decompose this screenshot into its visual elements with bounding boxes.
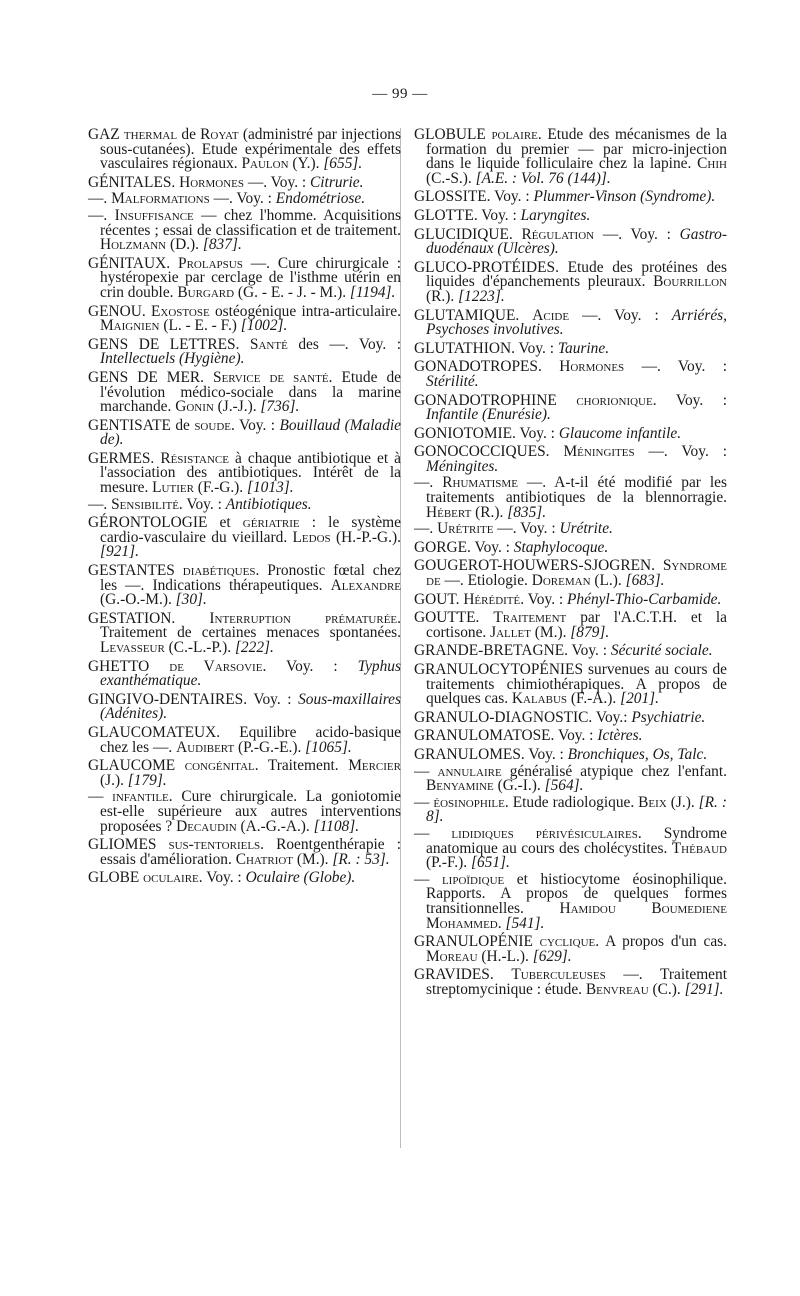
entry-reference: Staphylocoque. [513,538,609,556]
index-entry [414,590,727,608]
entry-reference: [879]. [570,623,610,641]
entry-heading: GLOTTE. [414,206,478,224]
index-entry [414,190,727,205]
entry-text: (A.-G.-A.). [236,817,314,835]
entry-text: —. Traitement streptomycinique : étude. [426,966,727,998]
entry-text: —. Voy. : [634,443,727,461]
entry-author: Hamidou Boumediene Mohammed. [426,899,727,932]
entry-heading: GONIOTOMIE. [414,424,516,442]
entry-text: et histiocytome éosinophilique. Rapports. A propos de quelques formes transitionnelles. [426,870,727,917]
entry-text: de [177,126,201,143]
entry-heading: GLOSSITE. [414,188,491,206]
index-entry [414,644,727,659]
entry-heading: GRANULOCYTOPÉNIES [414,661,584,678]
entry-reference: [30]. [175,591,207,609]
entry-heading: — [414,824,430,842]
entry-subject: Urétrite [437,520,494,538]
entry-subject: Tuberculeuses [511,966,606,984]
entry-reference: [R. : 8]. [426,793,727,826]
entry-reference: Taurine. [557,339,610,357]
entry-heading: —. [88,495,108,513]
index-entry [88,254,401,301]
entry-text: —. Cure chirurgicale : hystéropexie par cerclage de l'isthme utérin en crin double. [100,254,401,301]
entry-reference: Laryngites. [520,206,591,224]
page-number: — 99 — [372,86,428,102]
entry-text: de [175,416,195,434]
entry-heading: GESTATION. [88,609,176,627]
entry-text: (F.-A.). [567,690,621,708]
index-entry [414,745,727,763]
entry-text: Voy. : [494,188,534,206]
entry-text: généralisé atypique chez l'enfant. [501,762,727,780]
entry-reference: [564]. [544,777,584,795]
entry-text: (R.). [471,503,508,521]
entry-subject: Royat [200,126,239,143]
entry-reference: Sécurité sociale. [610,642,713,660]
entry-author: Beix [638,793,667,811]
entry-text: (M.). [530,623,571,641]
entry-subject: oculaire. [143,869,203,887]
entry-heading: —. [414,520,434,538]
entry-author: Chih [697,155,727,173]
index-entry [88,173,401,191]
index-entry [88,838,401,867]
entry-heading: GOUTTE. [414,609,480,627]
entry-subject: thermal [123,126,178,143]
index-entry [414,762,727,795]
entry-text: —. Voy. : [569,306,672,324]
entry-text: (G.-O.-M.). [100,591,176,609]
entry-author: Kalabus [511,690,568,708]
entry-subject: Prolapsus [178,254,243,272]
entry-reference: Arriérés, Psychoses involutives. [426,306,727,339]
entry-reference: Stérilité. [426,372,479,390]
entry-text: Etude des mécanismes de la formation du premier — par micro-injection dans le liquide folliculaire chez la lapine. [426,126,727,173]
index-entry [88,128,401,172]
entry-heading: GERMES. [88,449,155,467]
entry-heading: GONADOTROPHINE [414,391,557,409]
entry-text: Voy. : [656,391,727,409]
entry-text: Pronostic fœtal chez les —. Indications thérapeutiques. [100,562,401,594]
index-entry [88,495,401,513]
entry-reference: [1194]. [349,283,396,301]
entry-heading: GRANULOMES. [414,745,525,763]
entry-reference: Plummer-Vinson (Syndrome). [533,188,716,206]
entry-text: Equilibre acido-basique chez les —. [100,723,401,756]
entry-text: (C.-S.). [426,169,476,187]
entry-reference: Glaucome infantile. [558,424,682,442]
entry-text: à chaque antibiotique et à l'association des antibiotiques. Intérêt de la mesure. [100,449,401,497]
entry-text: (F.-G.). [193,479,247,497]
entry-subject: Santé [249,335,288,353]
entry-heading: GLOBULE [414,126,486,143]
entry-text: (D.). [166,236,203,254]
entry-text: Cure chirurgicale. La goniotomie est-elle supérieure aux autres interventions proposées ? [100,788,401,835]
entry-author: Thébaud [671,839,727,857]
entry-author: Maignien [100,317,160,335]
entry-heading: GONOCOCCIQUES. [414,443,550,461]
entry-heading: GAZ [88,126,120,143]
entry-text: (J.-J.). [213,398,261,416]
index-entry [414,663,727,707]
entry-heading: GORGE. [414,538,471,556]
entry-text: (L. - E. - F.) [159,317,241,335]
entry-text: Voy. : [528,745,568,763]
entry-text: — chez l'homme. Acquisitions récentes ; essai de classification et de traitement. [100,206,401,239]
entry-subject: gériatrie [242,514,300,532]
entry-subject: soude. [194,416,235,434]
entry-reference: [683]. [625,572,665,590]
index-entry [88,302,401,335]
index-entry [88,657,401,690]
index-entry [414,708,727,726]
entry-text: Traitement de certaines menaces spontanées. [100,624,401,642]
index-entry [88,871,401,886]
index-entry [414,424,727,442]
entry-subject: diabétiques. [182,562,260,580]
entry-text: Voy. : [182,495,226,513]
entry-reference: Gastro-duodénaux (Ulcères). [426,225,727,258]
entry-reference: Endométriose. [275,190,366,208]
entry-text: Voy. : [202,869,246,887]
entry-heading: GLUCIDIQUE. [414,225,513,243]
entry-text: Voy. : [253,690,299,708]
entry-author: Benyamine [426,777,494,795]
entry-subject: Exostose [150,302,210,320]
index-entry [88,192,401,207]
entry-subject: Malformations [111,190,210,208]
index-entry [414,306,727,339]
entry-reference: Méningites. [426,457,499,475]
entry-text: (G. - E. - J. - M.). [234,283,350,301]
entry-text: Syndrome anatomique au cours des cholécystites. [426,824,727,857]
entry-heading: GRANULO-DIAGNOSTIC. [414,708,593,726]
entry-text: —. Voy. : [209,190,276,208]
entry-text: et [219,514,243,532]
entry-reference: [201]. [620,690,660,708]
entry-author: Jallet [490,623,531,641]
entry-text: Voy.: [595,708,632,726]
entry-text: (C.). [648,980,685,998]
entry-text: Voy. : [234,416,280,434]
index-entry [414,611,727,640]
entry-reference: Infantile (Enurésie). [426,406,551,424]
entry-subject: Insuffisance [114,206,194,224]
index-entry [414,360,727,389]
entry-text: par l'A.C.T.H. et la cortisone. [426,609,727,641]
entry-reference: [736]. [260,398,300,416]
index-entry [88,690,401,723]
entry-heading: GÉNITALES. [88,173,176,191]
index-entry [88,516,401,560]
entry-heading: GENS DE LETTRES. [88,335,240,353]
entry-reference: [837]. [202,236,242,254]
entry-heading: GLAUCOMATEUX. [88,723,221,741]
entry-reference: [1002]. [240,317,288,335]
entry-subject: Hérédité. [463,590,525,608]
index-entry [414,968,727,997]
entry-text: Voy. : [524,590,568,608]
entry-subject: Hormones [179,173,245,191]
entry-reference: [1013]. [247,479,294,497]
entry-subject: Acide [532,306,570,324]
entry-subject: de Varsovie. [169,657,267,675]
index-entry [414,935,727,964]
index-entry [414,870,727,932]
entry-heading: GLUCO-PROTÉIDES. [414,258,559,276]
entry-text: (H.-P.-G.). [330,528,401,546]
entry-author: Levasseur [100,639,165,656]
entry-subject: Interruption prématurée. [209,609,401,627]
entry-text: —. A-t-il été modifié par les traitements antibiotiques de la blennorragie. [426,474,727,507]
entry-heading: —. [414,474,434,492]
entry-heading: GRANULOPÉNIE [414,933,533,951]
entry-heading: GRAVIDES. [414,966,494,984]
index-column-right [414,128,727,999]
entry-text: ostéogénique intra-articulaire. [209,302,401,320]
entry-heading: GOUT. [414,590,460,608]
entry-author: Mercier [348,757,401,775]
entry-reference: [291]. [684,980,724,998]
entry-subject: Hormones [559,358,625,376]
entry-heading: GLUTATHION. [414,339,515,357]
index-entry [414,538,727,556]
index-column-left [88,128,401,888]
entry-reference: [222]. [234,639,274,656]
entry-heading: — [414,870,430,888]
entry-author: Holzmann [100,236,167,254]
entry-text: (P.-G.-E.). [234,738,306,756]
entry-reference: Intellectuels (Hygiène). [100,350,245,368]
entry-subject: Résistance [160,449,229,467]
entry-text: (R.). [426,287,459,305]
entry-text: Etude de l'évolution médico-sociale dans la marine marchande. [100,368,401,416]
entry-text: Etude des protéines des liquides d'épanchements pleuraux. [426,258,727,291]
entry-text: (administré par injections sous-cutanées). Etude expérimentale des effets vasculaires régionaux. [100,126,401,173]
index-entry [88,609,401,656]
index-entry [414,729,727,744]
entry-heading: GENTISATE [88,416,171,434]
entry-subject: polaire. [491,126,542,143]
entry-reference: [541]. [505,914,545,932]
entry-subject: lididiques périvésiculaires. [451,824,642,842]
entry-author: Ledos [292,528,331,546]
entry-heading: GLOBE [88,869,140,887]
entry-reference: Phényl-Thio-Carbamide. [567,590,722,608]
entry-subject: Syndrome de [426,557,727,590]
entry-reference: [A.E. : Vol. 76 (144)]. [475,169,611,187]
index-entry [414,225,727,258]
entry-author: Doreman [531,572,591,590]
entry-author: Decaudin [176,817,237,835]
index-entry [414,559,727,588]
entry-heading: — [414,793,430,811]
entry-author: Alexandre [330,576,401,594]
entry-reference: [651]. [470,854,510,872]
entry-subject: congénital. [184,757,259,775]
entry-heading: GHETTO [88,657,150,675]
entry-heading: GONADOTROPES. [414,358,542,376]
entry-subject: Régulation [521,225,595,243]
index-entry [88,564,401,608]
entry-reference: [655]. [323,155,363,173]
entry-text: Voy. : [474,538,514,556]
index-entry [414,793,727,826]
entry-heading: GESTANTES [88,562,175,580]
entry-heading: GÉNITAUX. [88,254,171,272]
entry-heading: GENS DE MER. [88,368,204,386]
entry-heading: — [88,788,104,806]
entry-heading: GOUGEROT-HOUWERS-SJOGREN. [414,557,655,575]
entry-reference: Ictères. [597,727,643,745]
entry-subject: annulaire [437,762,502,780]
entry-reference: Oculaire (Globe). [245,869,356,887]
entry-text: —. Voy. : [244,173,311,191]
entry-reference: Antibiotiques. [225,495,312,513]
entry-heading: GLAUCOME [88,757,176,775]
entry-author: Paulon [241,155,289,173]
entry-heading: GRANULOMATOSE. [414,727,555,745]
entry-text: Voy. : [266,657,358,675]
entry-text: (J.). [100,771,128,789]
entry-text: (L.). [590,572,626,590]
entry-subject: cyclique. [539,933,600,951]
entry-text: A propos d'un cas. [599,933,727,951]
entry-heading: GINGIVO-DENTAIRES. [88,690,248,708]
index-entry [88,790,401,834]
entry-text: —. Voy. : [624,358,727,376]
entry-heading: GÉRONTOLOGIE [88,514,208,532]
entry-author: Gonin [175,398,214,416]
entry-text: (P.-F.). [426,854,471,872]
index-entry [414,824,727,872]
entry-text: —. Etiologie. [440,572,532,590]
entry-text: —. Voy. : [594,225,680,243]
entry-text: Voy. : [481,206,521,224]
entry-author: Moreau [426,947,478,965]
index-entry [414,445,727,474]
entry-reference: Typhus exanthématique. [100,657,401,690]
index-entry [414,476,727,520]
entry-reference: Bouillaud (Maladie de). [100,416,402,449]
entry-subject: éosinophile. [433,793,509,811]
entry-reference: [835]. [507,503,547,521]
entry-reference: [921]. [100,543,139,561]
entry-subject: Sensibilité. [111,495,183,513]
entry-subject: Méningites [563,443,635,461]
index-entry [414,391,727,424]
index-entry [88,206,401,254]
entry-reference: Sous-maxillaires (Adénites). [100,690,401,723]
entry-heading: GLIOMES [88,836,157,854]
entry-text: Voy. : [557,727,598,745]
entry-subject: lipoïdique [441,870,505,888]
entry-text: des —. Voy. : [287,335,401,353]
entry-heading: —. [88,190,108,208]
entry-author: Lutier [152,479,194,497]
entry-author: Benvreau [585,980,649,998]
entry-heading: GLUTAMIQUE. [414,306,520,324]
index-entry [88,723,401,756]
entry-subject: sus-tentoriels. [168,836,265,854]
entry-text: (M.). [293,850,333,868]
entry-author: Burgard [177,283,235,301]
entry-text: Etude radiologique. [508,793,639,811]
entry-reference: [629]. [532,947,572,965]
index-entry [414,258,727,305]
index-entry [88,759,401,788]
entry-text: (G.-I.). [493,777,545,795]
entry-heading: GRANDE-BRETAGNE. [414,642,568,660]
entry-text: Voy. : [571,642,611,660]
entry-text: (H.-L.). [477,947,533,965]
entry-author: Audibert [176,738,235,756]
entry-heading: GENOU. [88,302,146,320]
entry-subject: Traitement [493,609,567,627]
index-entry [88,449,401,497]
entry-reference: [1223]. [458,287,505,305]
entry-text: Roentgenthérapie : essais d'amélioration. [100,836,401,868]
entry-author: Hébert [426,503,472,521]
entry-text: Voy. : [518,339,558,357]
entry-text: Traitement. [258,757,349,775]
entry-subject: chorionique. [576,391,657,409]
index-entry [88,368,401,416]
entry-reference: [R. : 53]. [332,850,390,868]
index-entry [414,128,727,186]
index-entry [414,206,727,224]
entry-text: (C.-L.-P.). [164,639,235,656]
entry-reference: Bronchiques, Os, Talc. [567,745,708,763]
entry-author: Chatriot [235,850,294,868]
index-entry [88,335,401,368]
entry-subject: infantile. [112,788,173,806]
entry-heading: —. [88,206,108,224]
entry-reference: Psychiatrie. [631,708,706,726]
entry-text: Voy. : [519,424,559,442]
entry-text: (Y.). [288,155,324,173]
entry-subject: Service de santé. [213,368,333,386]
index-entry [414,522,727,537]
entry-reference: Citrurie. [310,173,364,191]
index-entry [88,416,402,449]
entry-text: (J.). [666,793,699,811]
index-entry [414,339,727,357]
entry-subject: Rhumatisme [442,474,518,492]
entry-text: survenues au cours de traitements chimiothérapiques. A propos de quelques cas. [426,661,727,708]
entry-reference: [1065]. [305,738,352,756]
entry-reference: Urétrite. [559,520,613,538]
entry-reference: [1108]. [313,817,360,835]
entry-text: : le système cardio-vasculaire du vieillard. [100,514,401,546]
entry-author: Bourrillon [653,273,727,291]
entry-text: —. Voy. : [493,520,560,538]
entry-heading: — [414,762,430,780]
entry-reference: [179]. [127,771,167,789]
